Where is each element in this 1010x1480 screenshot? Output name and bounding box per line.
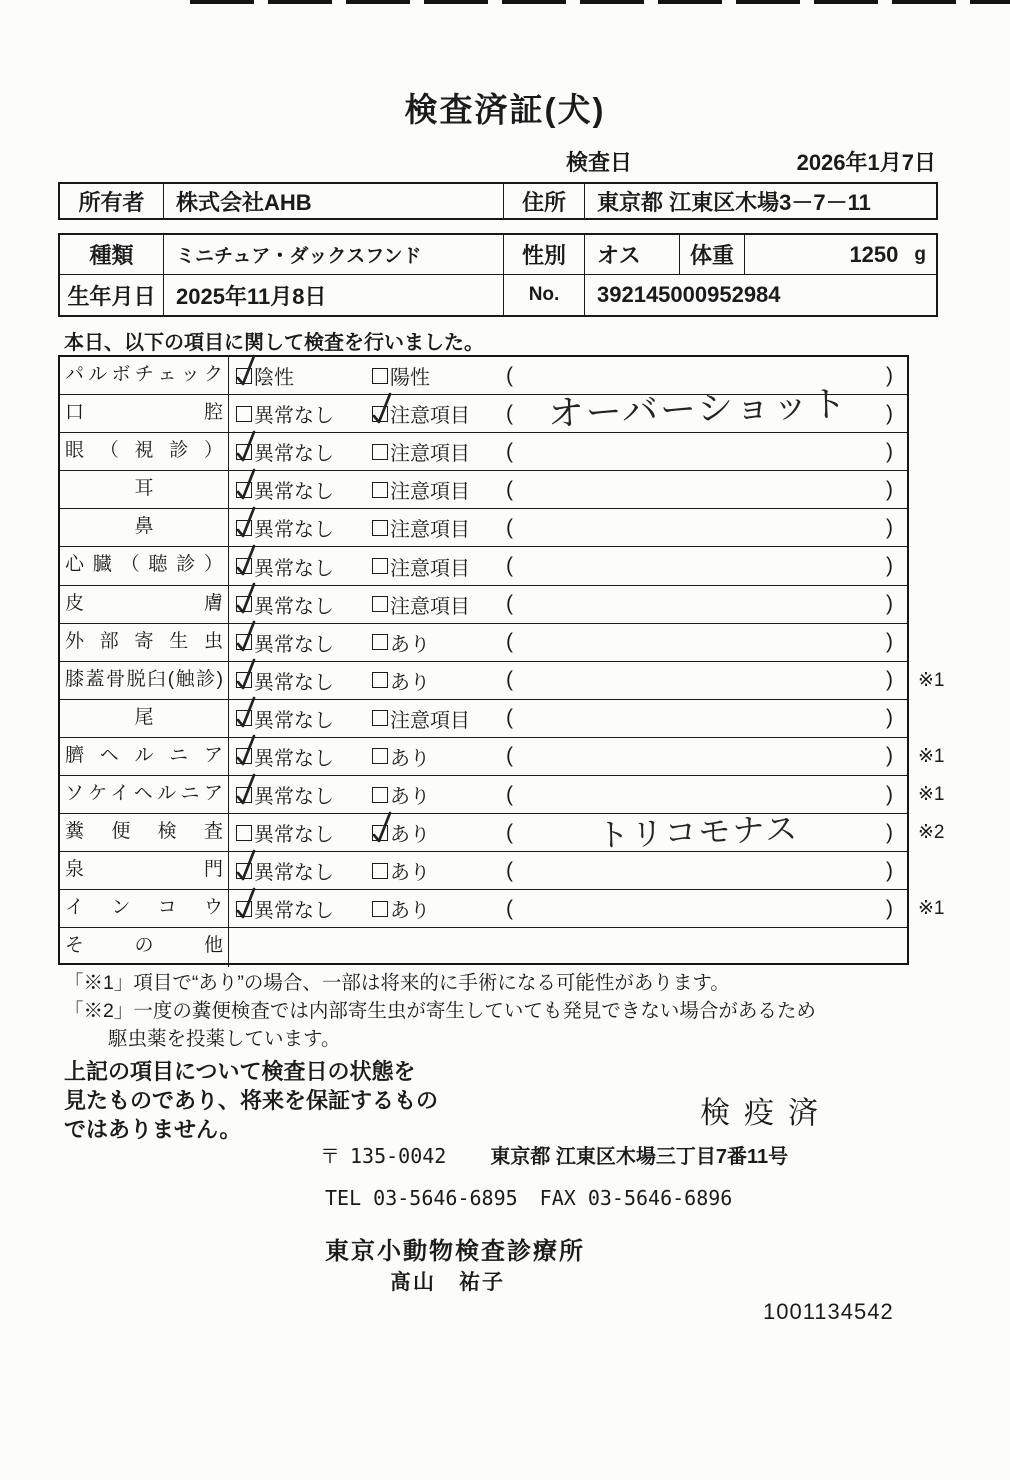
row-note-mark: ※1	[918, 669, 945, 691]
checkmark-icon	[233, 655, 259, 693]
checkmark-icon	[233, 770, 259, 808]
checkbox-icon	[236, 558, 252, 574]
checkbox-icon	[372, 520, 388, 536]
checkmark-icon	[233, 693, 259, 731]
paren-open: (	[506, 439, 513, 463]
quarantine-stamp: 検疫済	[700, 1097, 832, 1130]
checkmark-icon	[233, 541, 259, 579]
owner-row	[60, 184, 936, 218]
exam-option-label: 異常なし	[254, 709, 334, 732]
sex-value: オス	[585, 235, 680, 274]
paren-open: (	[506, 477, 513, 501]
paren-open: (	[506, 744, 513, 768]
table-row	[60, 509, 907, 547]
exam-option-label: 異常なし	[254, 405, 334, 428]
paren-close: )	[886, 401, 893, 425]
checkmark-icon	[233, 351, 259, 389]
clinic-address-line	[320, 1140, 788, 1169]
table-row	[60, 624, 907, 662]
exam-item-label: 心臓（聴診）	[60, 547, 229, 584]
table-row	[60, 928, 907, 966]
address-label: 住所	[504, 184, 585, 218]
paren-close: )	[886, 439, 893, 463]
table-row	[60, 890, 945, 928]
paren-close: )	[886, 782, 893, 806]
checkbox-icon	[372, 901, 388, 917]
table-row	[60, 433, 907, 471]
exam-option-2	[372, 700, 470, 737]
paren-close: )	[886, 554, 893, 578]
checkbox-icon	[372, 825, 388, 841]
address-value: 東京都 江東区木場3－7－11	[597, 189, 871, 215]
exam-option-2	[372, 433, 470, 470]
handwritten-entry: オーバーショット	[547, 382, 850, 435]
exam-option-2	[372, 547, 470, 584]
paren-open: (	[506, 706, 513, 730]
paren-close: )	[886, 858, 893, 882]
table-row	[60, 738, 945, 776]
paren-open: (	[506, 782, 513, 806]
checkbox-icon	[236, 634, 252, 650]
clinic-address: 東京都 江東区木場三丁目7番11号	[490, 1146, 789, 1168]
exam-item-label: 口腔	[60, 395, 229, 432]
checkbox-icon	[236, 520, 252, 536]
checkmark-icon	[369, 808, 395, 846]
exam-option-label: 注意項目	[390, 481, 470, 504]
exam-item-label: ソケイヘルニア	[60, 776, 229, 813]
exam-option-label: 注意項目	[390, 405, 470, 428]
no-value: 392145000952984	[597, 282, 781, 308]
paren-close: )	[886, 820, 893, 844]
checkmark-icon	[233, 617, 259, 655]
weight-value: 1250	[849, 241, 899, 267]
exam-option-label: 注意項目	[390, 709, 470, 732]
exam-option-label: 異常なし	[254, 633, 334, 656]
checkbox-icon	[236, 368, 252, 384]
tel-fax-line	[325, 1186, 732, 1210]
exam-option-label: あり	[390, 862, 430, 885]
exam-option-label: あり	[390, 824, 430, 847]
species-row	[60, 235, 936, 275]
birth-row	[60, 275, 936, 315]
checkbox-icon	[372, 748, 388, 764]
disclaimer-line1: 上記の項目について検査日の状態を	[64, 1059, 416, 1084]
species-label: 種類	[60, 235, 164, 274]
document-number: 1001134542	[763, 1299, 894, 1324]
checkmark-icon	[233, 846, 259, 884]
exam-item-label: 尾	[60, 700, 229, 737]
exam-item-label: その他	[60, 928, 229, 966]
exam-option-label: 異常なし	[254, 481, 334, 504]
owner-table	[58, 182, 938, 220]
checkbox-icon	[236, 748, 252, 764]
exam-option-1	[236, 776, 334, 813]
owner-label: 所有者	[60, 184, 164, 218]
weight-unit: g	[914, 243, 926, 265]
checkmark-icon	[369, 389, 395, 427]
checkbox-icon	[236, 863, 252, 879]
birth-label: 生年月日	[60, 275, 164, 315]
exam-option-label: 異常なし	[254, 747, 334, 770]
exam-option-label: 注意項目	[390, 595, 470, 618]
footnote-2: 「※2」一度の糞便検査では内部寄生虫が寄生していても発見できない場合があるため	[64, 1000, 816, 1022]
checkbox-icon	[372, 863, 388, 879]
row-note-mark: ※1	[918, 784, 945, 806]
exam-item-label: パルボチェック	[60, 357, 229, 394]
checkbox-icon	[236, 710, 252, 726]
paren-open: (	[506, 554, 513, 578]
paren-close: )	[886, 515, 893, 539]
checkbox-icon	[372, 406, 388, 422]
checkbox-icon	[372, 787, 388, 803]
exam-option-2	[372, 662, 430, 699]
exam-option-2	[372, 624, 430, 661]
exam-option-label: 異常なし	[254, 557, 334, 580]
species-value: ミニチュア・ダックスフンド	[164, 235, 504, 274]
checkbox-icon	[236, 672, 252, 688]
paren-close: )	[886, 896, 893, 920]
checkmark-icon	[233, 465, 259, 503]
disclaimer-line2: 見たものであり、将来を保証するもの	[64, 1088, 439, 1113]
checkbox-icon	[236, 596, 252, 612]
tel-number: TEL 03-5646-6895	[325, 1186, 518, 1210]
exam-statement: 本日、以下の項目に関して検査を行いました。	[64, 332, 484, 354]
exam-option-2	[372, 395, 470, 432]
checkbox-icon	[372, 444, 388, 460]
paren-open: (	[506, 896, 513, 920]
paren-open: (	[506, 630, 513, 654]
paren-open: (	[506, 515, 513, 539]
exam-table	[58, 355, 945, 965]
checkbox-icon	[236, 787, 252, 803]
exam-option-label: 異常なし	[254, 671, 334, 694]
table-row	[60, 471, 907, 509]
owner-value: 株式会社AHB	[164, 184, 504, 218]
exam-option-label: 陰性	[254, 367, 294, 390]
exam-option-2	[372, 738, 430, 775]
footnote-2b: 駆虫薬を投薬しています。	[108, 1028, 341, 1050]
exam-option-label: あり	[390, 900, 430, 923]
paren-open: (	[506, 820, 513, 844]
row-note-mark: ※1	[918, 898, 945, 920]
exam-option-label: あり	[390, 786, 430, 809]
sex-label: 性別	[504, 235, 585, 274]
exam-item-label: インコウ	[60, 890, 229, 927]
checkbox-icon	[372, 710, 388, 726]
exam-option-2	[372, 509, 470, 546]
no-label: No.	[504, 275, 585, 315]
paren-open: (	[506, 363, 513, 387]
exam-option-label: あり	[390, 633, 430, 656]
table-row	[60, 662, 945, 700]
paren-close: )	[886, 477, 893, 501]
exam-option-label: あり	[390, 671, 430, 694]
exam-option-label: 異常なし	[254, 862, 334, 885]
weight-value-cell	[745, 235, 936, 274]
paren-close: )	[886, 706, 893, 730]
exam-option-label: あり	[390, 747, 430, 770]
exam-option-label: 陽性	[390, 367, 430, 390]
clinic-name: 東京小動物検査診療所	[325, 1238, 585, 1265]
exam-option-label: 注意項目	[390, 557, 470, 580]
exam-option-2	[372, 471, 470, 508]
checkbox-icon	[372, 634, 388, 650]
paren-close: )	[886, 744, 893, 768]
exam-item-label: 耳	[60, 471, 229, 508]
scan-artifact-line	[190, 0, 1010, 4]
birth-value: 2025年11月8日	[164, 275, 504, 315]
table-row	[60, 700, 907, 738]
exam-option-label: 異常なし	[254, 595, 334, 618]
disclaimer-line3: ではありません。	[64, 1117, 242, 1142]
animal-table	[58, 233, 938, 317]
paren-open: (	[506, 401, 513, 425]
postal-code: 135-0042	[350, 1144, 447, 1168]
exam-option-1	[236, 357, 294, 394]
disclaimer	[64, 1057, 438, 1144]
exam-item-label: 糞便検査	[60, 814, 229, 851]
exam-option-label: 注意項目	[390, 443, 470, 466]
handwritten-entry: トリコモナス	[596, 810, 800, 854]
exam-item-label: 皮膚	[60, 586, 229, 623]
table-row	[60, 810, 945, 854]
checkbox-icon	[372, 368, 388, 384]
exam-item-label: 外部寄生虫	[60, 624, 229, 661]
footnotes	[64, 969, 816, 1053]
footnote-1: 「※1」項目で“あり”の場合、一部は将来的に手術になる可能性があります。	[64, 972, 730, 994]
exam-option-label: 異常なし	[254, 519, 334, 542]
fax-number: FAX 03-5646-6896	[539, 1186, 733, 1210]
checkmark-icon	[233, 884, 259, 922]
row-note-mark: ※1	[918, 745, 945, 767]
checkbox-icon	[236, 825, 252, 841]
postal-mark-icon: 〒	[320, 1146, 340, 1168]
exam-option-label: 異常なし	[254, 824, 334, 847]
checkbox-icon	[372, 482, 388, 498]
inspection-date-value: 2026年1月7日	[796, 150, 936, 175]
veterinarian-name: 髙山 祐子	[390, 1271, 505, 1294]
exam-option-label: 注意項目	[390, 519, 470, 542]
paren-close: )	[886, 668, 893, 692]
exam-option-2	[372, 586, 470, 623]
exam-item-label: 眼（視診）	[60, 433, 229, 470]
checkbox-icon	[372, 596, 388, 612]
table-row	[60, 586, 907, 624]
exam-option-2	[372, 890, 430, 927]
checkbox-icon	[372, 558, 388, 574]
checkmark-icon	[233, 427, 259, 465]
row-note-mark: ※2	[918, 822, 945, 844]
paren-close: )	[886, 592, 893, 616]
checkbox-icon	[236, 406, 252, 422]
checkbox-icon	[236, 444, 252, 460]
checkbox-icon	[236, 901, 252, 917]
checkmark-icon	[233, 503, 259, 541]
weight-label: 体重	[680, 235, 745, 274]
table-row	[60, 547, 907, 585]
exam-option-label: 異常なし	[254, 443, 334, 466]
exam-option-2	[372, 852, 430, 889]
paren-open: (	[506, 668, 513, 692]
exam-option-1	[236, 890, 334, 927]
table-row	[60, 852, 907, 890]
paren-open: (	[506, 592, 513, 616]
inspection-date-label: 検査日	[566, 150, 633, 175]
paren-close: )	[886, 630, 893, 654]
exam-option-label: 異常なし	[254, 900, 334, 923]
exam-option-label: 異常なし	[254, 786, 334, 809]
exam-item-label: 膝蓋骨脱臼(触診)	[60, 662, 229, 699]
checkmark-icon	[233, 579, 259, 617]
checkbox-icon	[236, 482, 252, 498]
paren-open: (	[506, 858, 513, 882]
exam-item-label: 泉門	[60, 852, 229, 889]
checkmark-icon	[233, 731, 259, 769]
exam-item-label: 臍ヘルニア	[60, 738, 229, 775]
paren-close: )	[886, 363, 893, 387]
exam-item-label: 鼻	[60, 509, 229, 546]
document-title: 検査済証(犬)	[404, 91, 606, 128]
table-row	[60, 382, 907, 435]
checkbox-icon	[372, 672, 388, 688]
exam-option-2	[372, 814, 430, 851]
